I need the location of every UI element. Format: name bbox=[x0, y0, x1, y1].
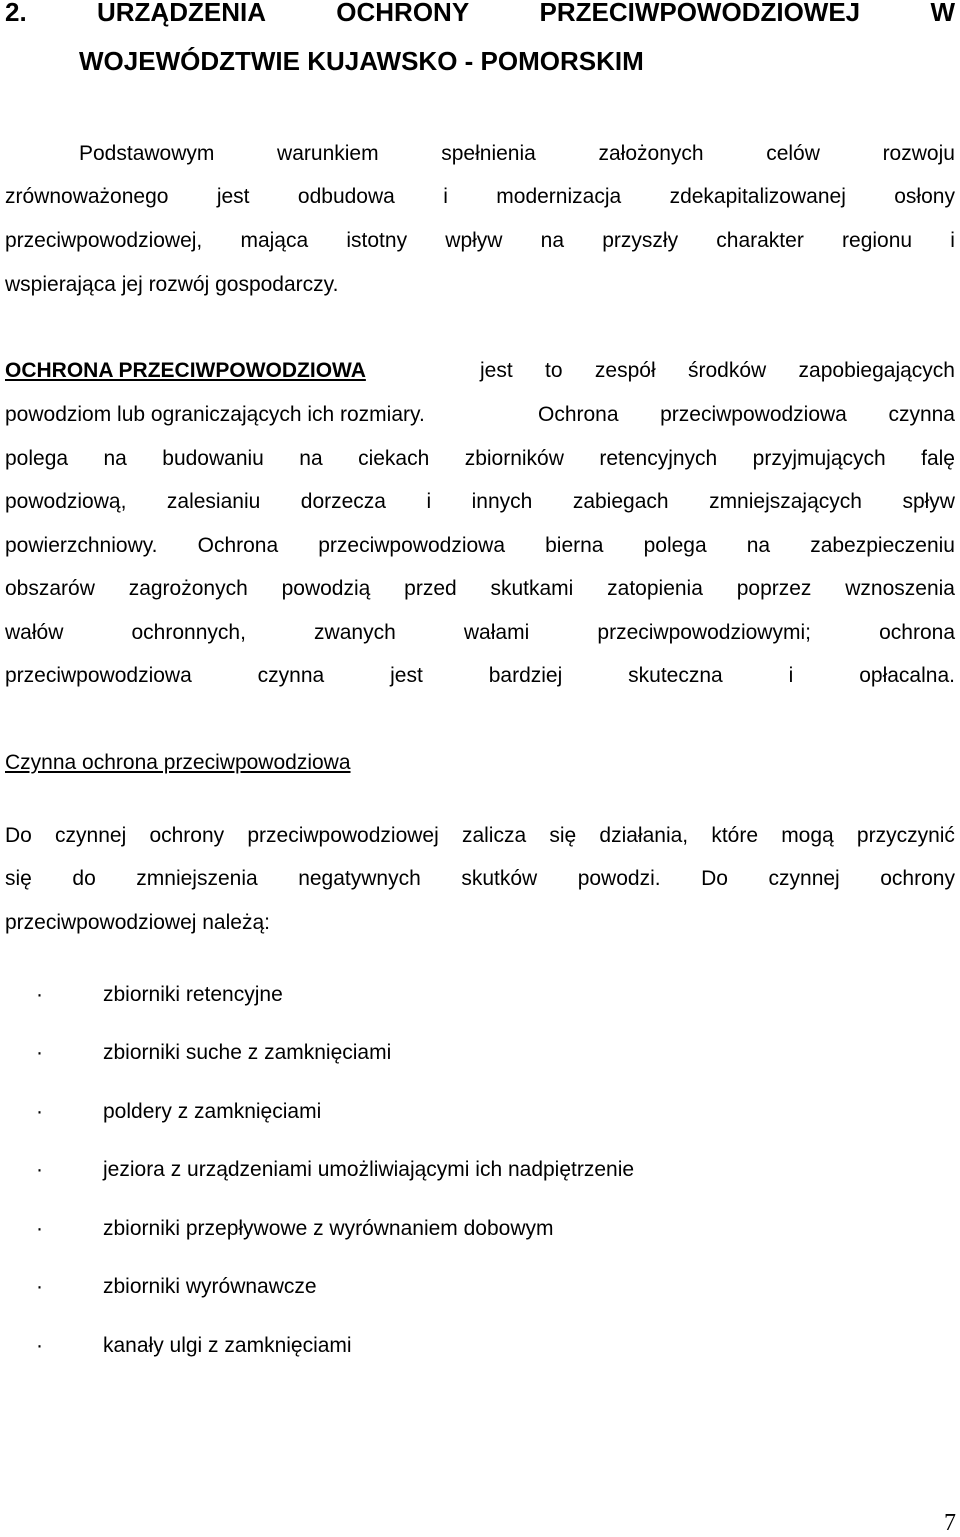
word: opłacalna. bbox=[859, 664, 955, 687]
word: się bbox=[5, 867, 32, 890]
word: zatopienia bbox=[607, 577, 703, 600]
word: innych bbox=[471, 490, 533, 513]
para2-line-2-rest bbox=[538, 403, 955, 427]
word: zalicza bbox=[461, 824, 527, 847]
list-item: zbiorniki wyrównawcze bbox=[103, 1275, 317, 1298]
word: zmniejszenia bbox=[136, 867, 258, 890]
term-ochrona: OCHRONA PRZECIWPOWODZIOWA bbox=[5, 359, 366, 382]
bullet: · bbox=[36, 983, 43, 1006]
word: negatywnych bbox=[298, 867, 421, 890]
word: celów bbox=[766, 142, 820, 165]
word: przeciwpowodziowej, bbox=[5, 229, 203, 252]
word: falę bbox=[921, 447, 955, 470]
word: Podstawowym bbox=[79, 142, 215, 165]
word: jest bbox=[480, 359, 513, 382]
word: ochrony bbox=[149, 824, 225, 847]
word: spełnienia bbox=[441, 142, 536, 165]
word: ochrona bbox=[879, 621, 955, 644]
word: skutkami bbox=[490, 577, 574, 600]
para2-line-2-start: powodziom lub ograniczających ich rozmiary. bbox=[5, 403, 425, 426]
word: przed bbox=[404, 577, 457, 600]
word: przyszły bbox=[602, 229, 679, 252]
para2-line-1-rest bbox=[480, 359, 955, 383]
para2-line bbox=[5, 534, 955, 558]
word: i bbox=[443, 185, 448, 208]
word: przeciwpowodziowa bbox=[660, 403, 847, 426]
word: założonych bbox=[598, 142, 704, 165]
word: przeciwpowodziowej bbox=[247, 824, 439, 847]
word: polega bbox=[643, 534, 707, 557]
word: spływ bbox=[902, 490, 955, 513]
para1-line bbox=[5, 185, 955, 209]
word: polega bbox=[5, 447, 69, 470]
page-number: 7 bbox=[944, 1510, 956, 1536]
word: modernizacja bbox=[496, 185, 622, 208]
word: wpływ bbox=[445, 229, 503, 252]
word: powodzią bbox=[281, 577, 371, 600]
word: ochrony bbox=[880, 867, 955, 890]
word: przeciwpowodziowymi; bbox=[597, 621, 811, 644]
para2-line bbox=[5, 577, 955, 601]
word: wałów bbox=[5, 621, 64, 644]
list-item: zbiorniki retencyjne bbox=[103, 983, 283, 1006]
word: ochronnych, bbox=[131, 621, 246, 644]
heading-line-2: WOJEWÓDZTWIE KUJAWSKO - POMORSKIM bbox=[79, 46, 644, 76]
word: dorzecza bbox=[300, 490, 386, 513]
word: na bbox=[540, 229, 565, 252]
word: Ochrona bbox=[538, 403, 619, 426]
word: zespół bbox=[594, 359, 656, 382]
word: warunkiem bbox=[277, 142, 379, 165]
word: środków bbox=[687, 359, 767, 382]
word: regionu bbox=[842, 229, 913, 252]
word: to bbox=[545, 359, 563, 382]
section-title: Czynna ochrona przeciwpowodziowa bbox=[5, 751, 351, 774]
bullet: · bbox=[36, 1041, 43, 1064]
list-item: jeziora z urządzeniami umożliwiającymi ich nadpiętrzenie bbox=[103, 1158, 635, 1181]
bullet: · bbox=[36, 1275, 43, 1298]
para2-line bbox=[5, 664, 955, 688]
bullet: · bbox=[36, 1217, 43, 1240]
word: jest bbox=[216, 185, 250, 208]
para2-line bbox=[5, 447, 955, 471]
word: Do bbox=[5, 824, 32, 847]
word: charakter bbox=[716, 229, 804, 252]
word: jest bbox=[390, 664, 423, 687]
word: zabiegach bbox=[572, 490, 669, 513]
bullet: · bbox=[36, 1100, 43, 1123]
para1-last-line: wspierająca jej rozwój gospodarczy. bbox=[5, 273, 339, 296]
word: rozwoju bbox=[882, 142, 955, 165]
word: zabezpieczeniu bbox=[810, 534, 955, 557]
para2-line bbox=[5, 490, 955, 514]
para3-last-line: przeciwpowodziowej należą: bbox=[5, 911, 270, 934]
word: zrównoważonego bbox=[5, 185, 169, 208]
word: i bbox=[950, 229, 955, 252]
heading-word: PRZECIWPOWODZIOWEJ bbox=[539, 0, 861, 27]
word: istotny bbox=[346, 229, 408, 252]
list-item: zbiorniki przepływowe z wyrównaniem dobowym bbox=[103, 1217, 554, 1240]
word: zalesianiu bbox=[166, 490, 261, 513]
word: zdekapitalizowanej bbox=[669, 185, 846, 208]
heading-word: W bbox=[930, 0, 955, 27]
word: poprzez bbox=[736, 577, 812, 600]
para2-line bbox=[5, 621, 955, 645]
word: mogą bbox=[781, 824, 834, 847]
word: bardziej bbox=[488, 664, 563, 687]
word: zapobiegających bbox=[798, 359, 955, 382]
word: zbiorników bbox=[464, 447, 564, 470]
word: zagrożonych bbox=[128, 577, 248, 600]
word: zmniejszających bbox=[709, 490, 862, 513]
bullet: · bbox=[36, 1158, 43, 1181]
word: do bbox=[72, 867, 96, 890]
word: skutków bbox=[461, 867, 538, 890]
word: odbudowa bbox=[297, 185, 395, 208]
word: wałami bbox=[463, 621, 530, 644]
word: Ochrona bbox=[197, 534, 279, 557]
word: powierzchniowy. bbox=[5, 534, 158, 557]
bullet: · bbox=[36, 1334, 43, 1357]
word: i bbox=[788, 664, 794, 687]
word: powodzi. bbox=[577, 867, 661, 890]
word: bierna bbox=[545, 534, 604, 557]
word: przyczynić bbox=[856, 824, 955, 847]
word: na bbox=[299, 447, 323, 470]
heading-word: URZĄDZENIA bbox=[96, 0, 266, 27]
word: przeciwpowodziowa bbox=[318, 534, 506, 557]
word: czynna bbox=[257, 664, 325, 687]
list-item: zbiorniki suche z zamknięciami bbox=[103, 1041, 392, 1064]
word: które bbox=[711, 824, 758, 847]
word: działania, bbox=[599, 824, 689, 847]
para3-line bbox=[5, 824, 955, 848]
word: obszarów bbox=[5, 577, 95, 600]
word: Do bbox=[701, 867, 728, 890]
word: skuteczna bbox=[628, 664, 723, 687]
para3-line bbox=[5, 867, 955, 891]
heading-word: OCHRONY bbox=[336, 0, 470, 27]
word: ciekach bbox=[358, 447, 430, 470]
word: przeciwpowodziowa bbox=[5, 664, 192, 687]
word: osłony bbox=[894, 185, 955, 208]
word: przyjmujących bbox=[752, 447, 886, 470]
word: powodziową, bbox=[5, 490, 127, 513]
heading-line-1 bbox=[5, 0, 955, 28]
list-item: kanały ulgi z zamknięciami bbox=[103, 1334, 352, 1357]
list-item: poldery z zamknięciami bbox=[103, 1100, 322, 1123]
word: na bbox=[746, 534, 771, 557]
word: wznoszenia bbox=[845, 577, 955, 600]
word: czynnej bbox=[768, 867, 840, 890]
word: retencyjnych bbox=[599, 447, 718, 470]
heading-number: 2. bbox=[5, 0, 27, 27]
word: mająca bbox=[240, 229, 309, 252]
word: się bbox=[549, 824, 577, 847]
word: budowaniu bbox=[162, 447, 264, 470]
word: na bbox=[103, 447, 127, 470]
word: i bbox=[426, 490, 432, 513]
para1-line bbox=[5, 229, 955, 253]
word: zwanych bbox=[314, 621, 396, 644]
para1-line bbox=[79, 142, 955, 166]
word: czynnej bbox=[55, 824, 127, 847]
word: czynna bbox=[888, 403, 955, 426]
